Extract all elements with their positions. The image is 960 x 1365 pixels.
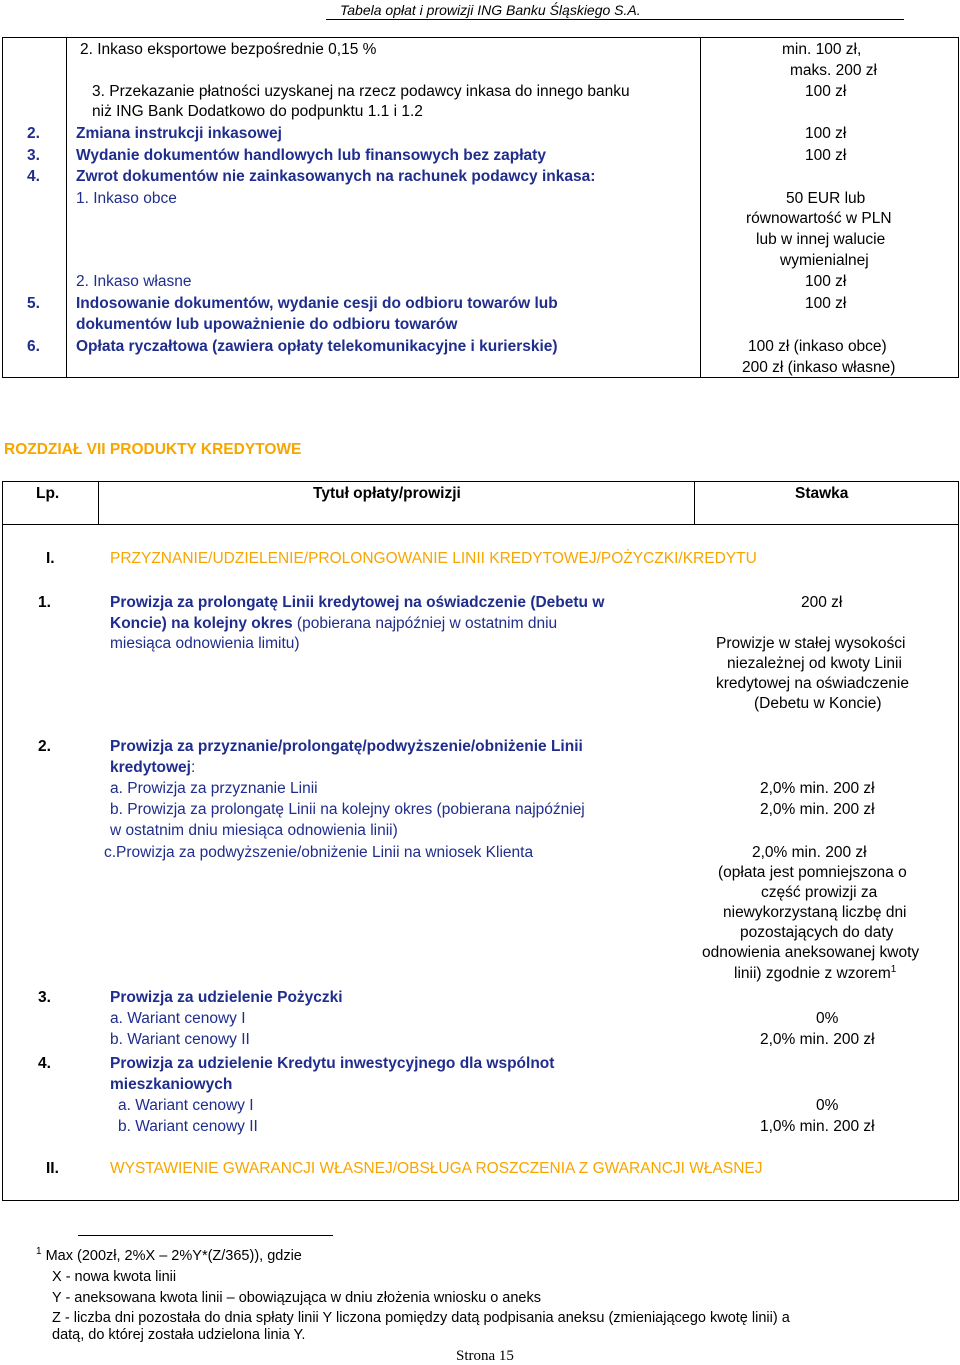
item-title: Prowizja za udzielenie Pożyczki — [110, 989, 343, 1006]
section-number: II. — [46, 1160, 59, 1177]
item-number: 4. — [38, 1055, 51, 1072]
sub-item: a. Wariant cenowy I — [118, 1097, 254, 1114]
footnote-line: datą, do której została udzielona linia Y. — [52, 1327, 306, 1343]
fee-rate: 50 EUR lub — [786, 190, 866, 207]
footnote-formula: Max (200zł, 2%X – 2%Y*(Z/365)), gdzie — [41, 1248, 302, 1264]
section-title: ROZDZIAŁ VII PRODUKTY KREDYTOWE — [4, 441, 302, 458]
fee-rate: 100 zł (inkaso obce) — [748, 338, 887, 355]
fee-label: Opłata ryczałtowa (zawiera opłaty telekomunikacyjne i kurierskie) — [76, 338, 558, 355]
item-number: 1. — [38, 594, 51, 611]
fee-rate: wymienialnej — [780, 252, 869, 269]
fee-rate: 100 zł — [805, 83, 847, 100]
item-title — [110, 614, 557, 634]
fee-label: dokumentów lub upoważnienie do odbioru towarów — [76, 316, 458, 333]
item-number: 3. — [38, 989, 51, 1006]
footnote-line: Y - aneksowana kwota linii – obowiązująca w dniu złożenia wniosku o aneks — [52, 1290, 541, 1306]
sub-item: b. Wariant cenowy II — [110, 1031, 250, 1048]
fee-rate: 200 zł (inkaso własne) — [742, 359, 896, 376]
item-rate: 2,0% min. 200 zł — [760, 780, 875, 797]
item-title-bold: Koncie) na kolejny okres — [110, 615, 293, 632]
page-number: Strona 15 — [456, 1348, 514, 1364]
fee-rate: maks. 200 zł — [790, 62, 878, 79]
item-number: 2. — [38, 738, 51, 755]
item-rate: 0% — [816, 1097, 839, 1114]
item-title: miesiąca odnowienia limitu) — [110, 635, 300, 652]
item-rate: 2,0% min. 200 zł — [752, 844, 867, 861]
sub-item: b. Prowizja za prolongatę Linii na kolejny okres (pobierana najpóźniej — [110, 801, 585, 818]
item-rate-note: Prowizje w stałej wysokości — [716, 635, 906, 652]
item-rate-note: (Debetu w Koncie) — [754, 695, 882, 712]
section-number: I. — [46, 550, 55, 567]
fee-rate: 100 zł — [805, 147, 847, 164]
row-number: 6. — [27, 338, 40, 355]
fee-rate: lub w innej walucie — [756, 231, 886, 248]
sub-item: w ostatnim dniu miesiąca odnowienia linii) — [110, 822, 398, 839]
item-title: mieszkaniowych — [110, 1076, 233, 1093]
section-heading: WYSTAWIENIE GWARANCJI WŁASNEJ/OBSŁUGA ROSZCZENIA Z GWARANCJI WŁASNEJ — [110, 1160, 763, 1177]
item-title-colon: : — [190, 759, 196, 776]
fee-label: Zwrot dokumentów nie zainkasowanych na rachunek podawcy inkasa: — [76, 168, 596, 185]
item-rate-note: niezależnej od kwoty Linii — [727, 655, 902, 672]
document-header-title: Tabela opłat i prowizji ING Banku Śląskiego S.A. — [340, 2, 641, 18]
item-rate: 2,0% min. 200 zł — [760, 801, 875, 818]
item-rate-note: kredytowej na oświadczenie — [716, 675, 909, 692]
row-number: 5. — [27, 295, 40, 312]
item-title — [110, 758, 195, 778]
section-heading: PRZYZNANIE/UDZIELENIE/PROLONGOWANIE LINII KREDYTOWEJ/POŻYCZKI/KREDYTU — [110, 550, 757, 567]
row-number: 2. — [27, 125, 40, 142]
fee-label: Wydanie dokumentów handlowych lub finansowych bez zapłaty — [76, 147, 546, 164]
item-title: Prowizja za udzielenie Kredytu inwestycyjnego dla wspólnot — [110, 1055, 555, 1072]
row-number: 4. — [27, 168, 40, 185]
item-rate-note-text: linii) zgodnie z wzorem — [734, 965, 891, 982]
sub-item: c.Prowizja za podwyższenie/obniżenie Linii na wniosek Klienta — [104, 844, 534, 861]
header-rate: Stawka — [795, 485, 849, 502]
fee-label: niż ING Bank Dodatkowo do podpunktu 1.1 i 1.2 — [92, 103, 423, 120]
item-title: Prowizja za prolongatę Linii kredytowej na oświadczenie (Debetu w — [110, 594, 605, 611]
footnote-line: Z - liczba dni pozostała do dnia spłaty linii Y liczona pomiędzy datą podpisania aneksu (zmieniającego kwotę linii) a — [52, 1310, 790, 1326]
item-rate: 2,0% min. 200 zł — [760, 1031, 875, 1048]
item-rate: 0% — [816, 1010, 839, 1027]
item-rate-note: niewykorzystaną liczbę dni — [723, 904, 907, 921]
row-number: 3. — [27, 147, 40, 164]
sub-item: a. Wariant cenowy I — [110, 1010, 246, 1027]
sub-item: a. Prowizja za przyznanie Linii — [110, 780, 318, 797]
fee-label: 2. Inkaso eksportowe bezpośrednie 0,15 % — [80, 41, 377, 58]
fee-rate: 100 zł — [805, 125, 847, 142]
fee-label: Zmiana instrukcji inkasowej — [76, 125, 282, 142]
footnote-line: X - nowa kwota linii — [52, 1269, 177, 1285]
fee-rate: 100 zł — [805, 295, 847, 312]
header-lp: Lp. — [36, 485, 60, 502]
item-rate-note: część prowizji za — [761, 884, 878, 901]
sub-item: b. Wariant cenowy II — [118, 1118, 258, 1135]
item-title-rest: (pobierana najpóźniej w ostatnim dniu — [292, 615, 558, 632]
footnote-ref: 1 — [890, 963, 897, 975]
footnote-mark: 1 — [36, 1246, 42, 1258]
item-rate-note — [734, 964, 896, 984]
footnote-line — [36, 1246, 302, 1266]
fee-label: 3. Przekazanie płatności uzyskanej na rzecz podawcy inkasa do innego banku — [92, 83, 630, 100]
fee-label: Indosowanie dokumentów, wydanie cesji do odbioru towarów lub — [76, 295, 558, 312]
item-title: Prowizja za przyznanie/prolongatę/podwyższenie/obniżenie Linii — [110, 738, 583, 755]
item-title-bold: kredytowej — [110, 759, 191, 776]
item-rate: 1,0% min. 200 zł — [760, 1118, 875, 1135]
fee-label: 2. Inkaso własne — [76, 273, 192, 290]
item-rate-note: odnowienia aneksowanej kwoty — [702, 944, 920, 961]
header-title: Tytuł opłaty/prowizji — [313, 485, 461, 502]
fee-rate: równowartość w PLN — [746, 210, 892, 227]
header-underline — [326, 19, 904, 20]
fee-rate: min. 100 zł, — [782, 41, 862, 58]
fee-rate: 100 zł — [805, 273, 847, 290]
footnote-separator — [78, 1235, 333, 1236]
fee-label: 1. Inkaso obce — [76, 190, 177, 207]
item-rate-note: (opłata jest pomniejszona o — [718, 864, 907, 881]
item-rate-note: pozostających do daty — [740, 924, 894, 941]
item-rate: 200 zł — [801, 594, 843, 611]
